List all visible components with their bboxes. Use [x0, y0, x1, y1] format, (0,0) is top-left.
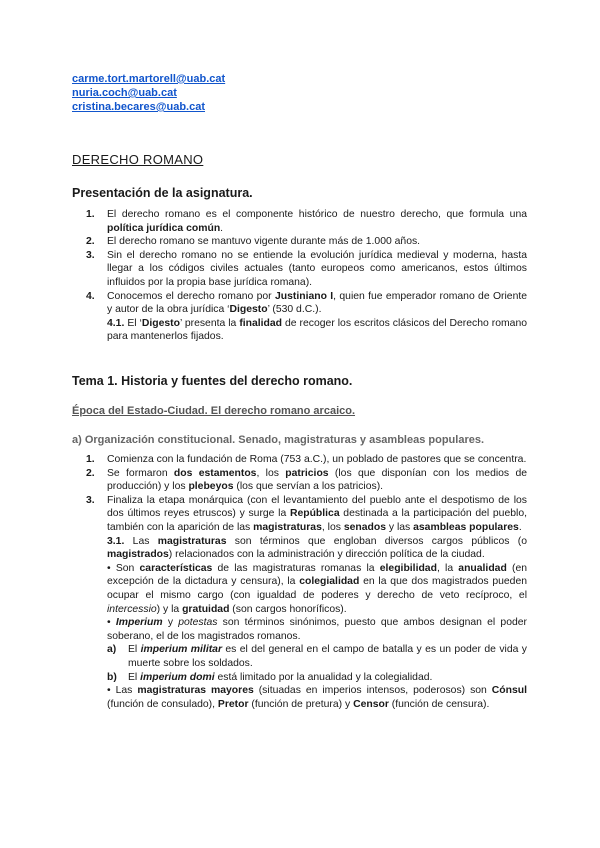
paragraph-caracteristicas: • Son características de las magistraturas romanas la elegibilidad, la anualidad (en excepción de la dictadura y censura), la colegialidad en la que dos magistrados pueden ocupar el mismo cargo (con igualdad de poderes y derecho de veto recíproco, el intercessio) y la gratuidad (son cargos honoríficos).: [107, 562, 528, 615]
bullet-icon: •: [107, 685, 111, 697]
epoca-heading: Época del Estado-Ciudad. El derecho romano arcaico.: [72, 405, 356, 417]
list-subitem: 4.1. El ‘Digesto’ presenta la finalidad de recoger los escritos clásicos del Derecho romano para mantenerlos fijados.: [107, 317, 528, 343]
list-subitem: b) El imperium domi está limitado por la anualidad y la colegialidad.: [107, 671, 433, 683]
list-item: 1. Comienza con la fundación de Roma (753 a.C.), un poblado de pastores que se concentra.: [86, 454, 527, 465]
list-item: 4. Conocemos el derecho romano por Justiniano I, quien fue emperador romano de Oriente y autor de la obra jurídica ‘Digesto’ (530 d.C.).: [86, 290, 528, 316]
paragraph-magistraturas-mayores: • Las magistraturas mayores (situadas en imperios intensos, poderosos) son Cónsul (función de consulado), Pretor (función de pretura) y Censor (función de censura).: [107, 685, 528, 710]
email-link-2[interactable]: nuria.coch@uab.cat: [72, 87, 177, 99]
list-item: 1. El derecho romano es el componente histórico de nuestro derecho, que formula una política jurídica común.: [86, 209, 527, 234]
bullet-icon: •: [107, 562, 111, 574]
list-item: 2. El derecho romano se mantuvo vigente durante más de 1.000 años.: [86, 236, 421, 248]
document-title: DERECHO ROMANO: [72, 152, 204, 167]
intro-list: [72, 208, 527, 344]
list-item: 2. Se formaron dos estamentos, los patricios (los que disponían con los medios de producción) y los plebeyos (los que servían a los patricios).: [86, 467, 527, 493]
email-link-3[interactable]: cristina.becares@uab.cat: [72, 101, 206, 113]
paragraph-magistraturas: 3.1. Las magistraturas son términos que engloban diversos cargos públicos (o magistrados) relacionados con la administración y dirección política de la ciudad.: [107, 535, 527, 561]
list-subitem: a) El imperium militar es el del general en el campo de batalla y es un poder de vida y muerte sobre los soldados.: [107, 644, 527, 669]
list-item: 3. Sin el derecho romano no se entiende la evolución jurídica medieval y moderna, hasta llegar a los códigos civiles actuales (tanto europeos como americanos, estos últimos influidos por la propia base jurídica romana).: [86, 249, 527, 288]
tema1-list: [72, 453, 527, 711]
contact-emails: [72, 72, 225, 114]
list-item: 3. Finaliza la etapa monárquica (con el levantamiento del pueblo ante el despotismo de los dos últimos reyes etruscos) y surge la República destinada a la participación del pueblo, también con la aparición de las magistraturas, los senados y las asambleas populares.: [86, 494, 527, 533]
intro-heading: Presentación de la asignatura.: [72, 186, 253, 200]
paragraph-imperium: • Imperium y potestas son términos sinónimos, puesto que ambos designan el poder soberano, el de los magistrados romanos.: [107, 617, 527, 642]
section-a-heading: a) Organización constitucional. Senado, magistraturas y asambleas populares.: [72, 434, 485, 446]
bullet-icon: •: [107, 617, 111, 629]
email-link-1[interactable]: carme.tort.martorell@uab.cat: [72, 73, 226, 85]
tema1-heading: Tema 1. Historia y fuentes del derecho romano.: [72, 374, 353, 388]
